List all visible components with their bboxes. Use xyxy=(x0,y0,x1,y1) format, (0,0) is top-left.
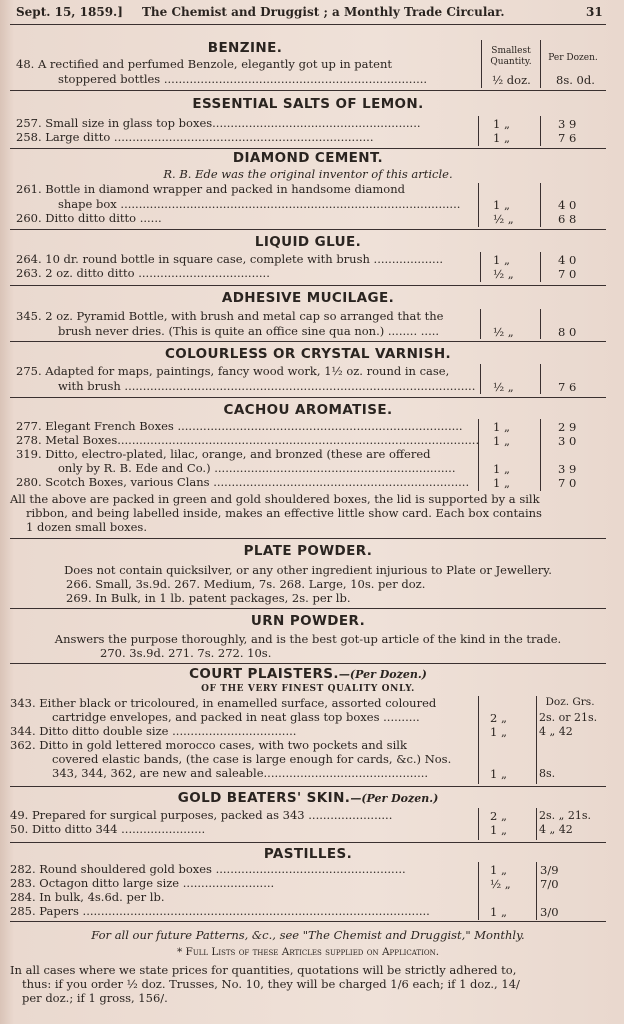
item-quantity: 1 „ xyxy=(493,420,510,434)
column-divider xyxy=(480,364,481,394)
section-rule xyxy=(10,341,606,342)
column-divider xyxy=(540,116,541,146)
item-quantity: ½ „ xyxy=(493,212,514,226)
item-text: 345. 2 oz. Pyramid Bottle, with brush and metal cap so arranged that the xyxy=(16,309,444,323)
column-divider xyxy=(478,808,479,840)
column-divider xyxy=(540,183,541,227)
column-divider xyxy=(540,364,541,394)
item-text: 257. Small size in glass top boxes......................................................... xyxy=(16,116,421,130)
item-price: 3/0 xyxy=(540,905,559,919)
item-text: 270. 3s.9d. 271. 7s. 272. 10s. xyxy=(100,646,272,660)
item-quantity: ½ „ xyxy=(493,380,514,394)
item-quantity: 1 „ xyxy=(490,905,507,919)
column-header-line: Smallest xyxy=(491,46,531,56)
footer-terms-line: thus: if you order ½ doz. Trusses, No. 10, they will be charged 1/6 each; if 1 doz., 14/ xyxy=(22,977,520,991)
column-header-doz-grs: Doz. Grs. xyxy=(545,696,595,708)
item-text: 48. A rectified and perfumed Benzole, elegantly got up in patent xyxy=(16,57,392,71)
item-quantity: 1 „ xyxy=(493,462,510,476)
item-quantity: 1 „ xyxy=(493,131,510,145)
section-rule xyxy=(10,538,606,539)
column-divider xyxy=(481,40,482,88)
column-divider xyxy=(478,862,479,920)
item-quantity: ½ „ xyxy=(493,325,514,339)
column-divider xyxy=(536,696,537,784)
section-title: BENZINE. xyxy=(207,40,283,56)
column-divider xyxy=(478,696,479,784)
item-quantity: 1 „ xyxy=(493,253,510,267)
item-quantity: ½ doz. xyxy=(492,73,531,87)
item-quantity: ½ „ xyxy=(493,267,514,281)
item-price: 8s. xyxy=(539,767,556,780)
section-description: Answers the purpose thoroughly, and is the best got-up article of the kind in the trade. xyxy=(54,632,562,646)
section-rule xyxy=(10,608,606,609)
item-price: 6 8 xyxy=(558,212,577,226)
item-price: 4 0 xyxy=(558,198,577,212)
item-price: 4 0 xyxy=(558,253,577,267)
section-note: ribbon, and being labelled inside, makes an effective little show card. Each box contains xyxy=(26,506,542,520)
item-price: 7 0 xyxy=(558,267,577,281)
item-price: 3 0 xyxy=(558,434,577,448)
column-divider xyxy=(540,309,541,339)
section-rule xyxy=(10,229,606,230)
item-quantity: 1 „ xyxy=(490,823,507,837)
column-divider xyxy=(480,309,481,339)
item-price: 7/0 xyxy=(540,877,559,891)
item-quantity: 1 „ xyxy=(490,767,507,781)
section-title: LIQUID GLUE. xyxy=(254,234,362,250)
section-rule xyxy=(10,842,606,843)
column-header-per-dozen: Per Dozen. xyxy=(548,53,598,63)
item-text: 50. Ditto ditto 344 ....................... xyxy=(10,822,206,836)
item-text: 266. Small, 3s.9d. 267. Medium, 7s. 268. Large, 10s. per doz. xyxy=(66,577,426,591)
item-price: 4 „ 42 xyxy=(539,823,573,836)
item-text: covered elastic bands, (the case is large enough for cards, &c.) Nos. xyxy=(52,752,452,766)
item-price: 3 9 xyxy=(558,462,577,476)
header-title: The Chemist and Druggist ; a Monthly Trade Circular. xyxy=(142,5,505,19)
section-rule xyxy=(10,285,606,286)
item-text: 343, 344, 362, are new and saleable............................................. xyxy=(52,766,429,780)
section-title: CACHOU AROMATISE. xyxy=(223,402,393,418)
item-price: 8 0 xyxy=(558,325,577,339)
footer-terms-line: In all cases where we state prices for quantities, quotations will be strictly adhered to, xyxy=(10,963,517,977)
item-text: brush never dries. (This is quite an office sine qua non.) ........ ..... xyxy=(58,324,440,338)
item-text: stoppered bottles ........................................................................ xyxy=(58,72,428,86)
item-price: 8s. 0d. xyxy=(556,73,595,87)
item-text: 344. Ditto ditto double size .................................. xyxy=(10,724,297,738)
column-divider xyxy=(536,862,537,920)
item-price: 4 „ 42 xyxy=(539,725,573,738)
item-text: 284. In bulk, 4s.6d. per lb. xyxy=(10,890,165,904)
section-title-sub: —(Per Dozen.) xyxy=(350,792,439,805)
item-quantity: 1 „ xyxy=(493,198,510,212)
column-divider xyxy=(540,40,541,88)
item-price: 2 9 xyxy=(558,420,577,434)
column-header-smallest-quantity xyxy=(484,46,538,68)
section-description: Does not contain quicksilver, or any other ingredient injurious to Plate or Jewellery. xyxy=(64,563,552,577)
page-header xyxy=(0,0,624,26)
section-rule xyxy=(10,663,606,664)
footer-full-lists-note: * Full Lists of these Articles supplied on Application. xyxy=(176,946,440,958)
item-quantity: 2 „ xyxy=(490,809,507,823)
section-title xyxy=(10,666,606,682)
header-date: Sept. 15, 1859.] xyxy=(16,5,123,19)
page-number: 31 xyxy=(586,5,603,19)
item-text: only by R. B. Ede and Co.) .................................................................. xyxy=(58,461,456,475)
footer-patterns-note: For all our future Patterns, &c., see "The Chemist and Druggist," Monthly. xyxy=(91,928,525,942)
section-title xyxy=(10,790,606,806)
section-note: 1 dozen small boxes. xyxy=(26,520,147,534)
item-text: 49. Prepared for surgical purposes, packed as 343 ....................... xyxy=(10,808,393,822)
item-text: 362. Ditto in gold lettered morocco cases, with two pockets and silk xyxy=(10,738,407,752)
section-title: ESSENTIAL SALTS OF LEMON. xyxy=(192,96,424,112)
item-text: 269. In Bulk, in 1 lb. patent packages, 2s. per lb. xyxy=(66,591,351,605)
item-quantity: 1 „ xyxy=(493,117,510,131)
item-quantity: 1 „ xyxy=(490,725,507,739)
column-divider xyxy=(478,419,479,491)
section-rule xyxy=(10,90,606,91)
item-price: 3/9 xyxy=(540,863,559,877)
item-quantity: ½ „ xyxy=(490,877,511,891)
column-divider xyxy=(478,116,479,146)
item-price: 2s. „ 21s. xyxy=(539,809,591,822)
item-text: 261. Bottle in diamond wrapper and packed in handsome diamond xyxy=(16,182,405,196)
item-text: 343. Either black or tricoloured, in enamelled surface, assorted coloured xyxy=(10,696,437,710)
header-rule xyxy=(10,24,606,25)
item-price: 7 6 xyxy=(558,380,577,394)
item-text: 319. Ditto, electro-plated, lilac, orange, and bronzed (these are offered xyxy=(16,447,431,461)
item-text: 263. 2 oz. ditto ditto .................................... xyxy=(16,266,270,280)
item-text: with brush ................................................................................................ xyxy=(58,379,476,393)
item-price: 7 0 xyxy=(558,476,577,490)
item-price: 2s. or 21s. xyxy=(539,711,598,724)
section-title-sub: —(Per Dozen.) xyxy=(338,668,427,681)
item-text: 280. Scotch Boxes, various Clans ...................................................................... xyxy=(16,475,470,489)
item-quantity: 1 „ xyxy=(493,434,510,448)
item-quantity: 1 „ xyxy=(493,476,510,490)
item-text: 285. Papers ............................................................................................... xyxy=(10,904,430,918)
item-text: 260. Ditto ditto ditto ...... xyxy=(16,211,162,225)
footer-terms-line: per doz.; if 1 gross, 156/. xyxy=(22,991,168,1005)
section-title: URN POWDER. xyxy=(250,613,366,629)
item-text: shape box ............................................................................................. xyxy=(58,197,461,211)
item-quantity: 2 „ xyxy=(490,711,507,725)
column-divider xyxy=(480,252,481,282)
column-divider xyxy=(536,808,537,840)
item-text: 283. Octagon ditto large size ......................... xyxy=(10,876,275,890)
section-note: All the above are packed in green and gold shouldered boxes, the lid is supported by a silk xyxy=(10,492,540,506)
section-rule xyxy=(10,921,606,922)
section-subtitle: R. B. Ede was the original inventor of this article. xyxy=(163,167,453,181)
section-title-main: GOLD BEATERS' SKIN. xyxy=(177,790,351,806)
item-text: 264. 10 dr. round bottle in square case, complete with brush ................... xyxy=(16,252,443,266)
item-text: 277. Elegant French Boxes .............................................................................. xyxy=(16,419,463,433)
item-price: 3 9 xyxy=(558,117,577,131)
item-text: 282. Round shouldered gold boxes .................................................... xyxy=(10,862,406,876)
item-quantity: 1 „ xyxy=(490,863,507,877)
item-text: cartridge envelopes, and packed in neat glass top boxes .......... xyxy=(52,710,420,724)
column-divider xyxy=(540,419,541,491)
section-rule xyxy=(10,786,606,787)
item-text: 278. Metal Boxes................................................................................................... xyxy=(16,433,480,447)
section-title: ADHESIVE MUCILAGE. xyxy=(221,290,395,306)
column-header-line: Quantity. xyxy=(490,57,532,67)
section-title-main: COURT PLAISTERS. xyxy=(189,666,339,682)
item-price: 7 6 xyxy=(558,131,577,145)
item-text: 275. Adapted for maps, paintings, fancy wood work, 1½ oz. round in case, xyxy=(16,364,450,378)
section-title: PLATE POWDER. xyxy=(243,543,373,559)
section-title: COLOURLESS OR CRYSTAL VARNISH. xyxy=(164,346,452,362)
column-divider xyxy=(540,252,541,282)
section-title: DIAMOND CEMENT. xyxy=(232,150,384,166)
section-subhead: OF THE VERY FINEST QUALITY ONLY. xyxy=(201,684,415,694)
item-text: 258. Large ditto ....................................................................... xyxy=(16,130,374,144)
section-rule xyxy=(10,148,606,149)
column-divider xyxy=(478,183,479,227)
section-title: PASTILLES. xyxy=(263,846,353,862)
section-rule xyxy=(10,397,606,398)
